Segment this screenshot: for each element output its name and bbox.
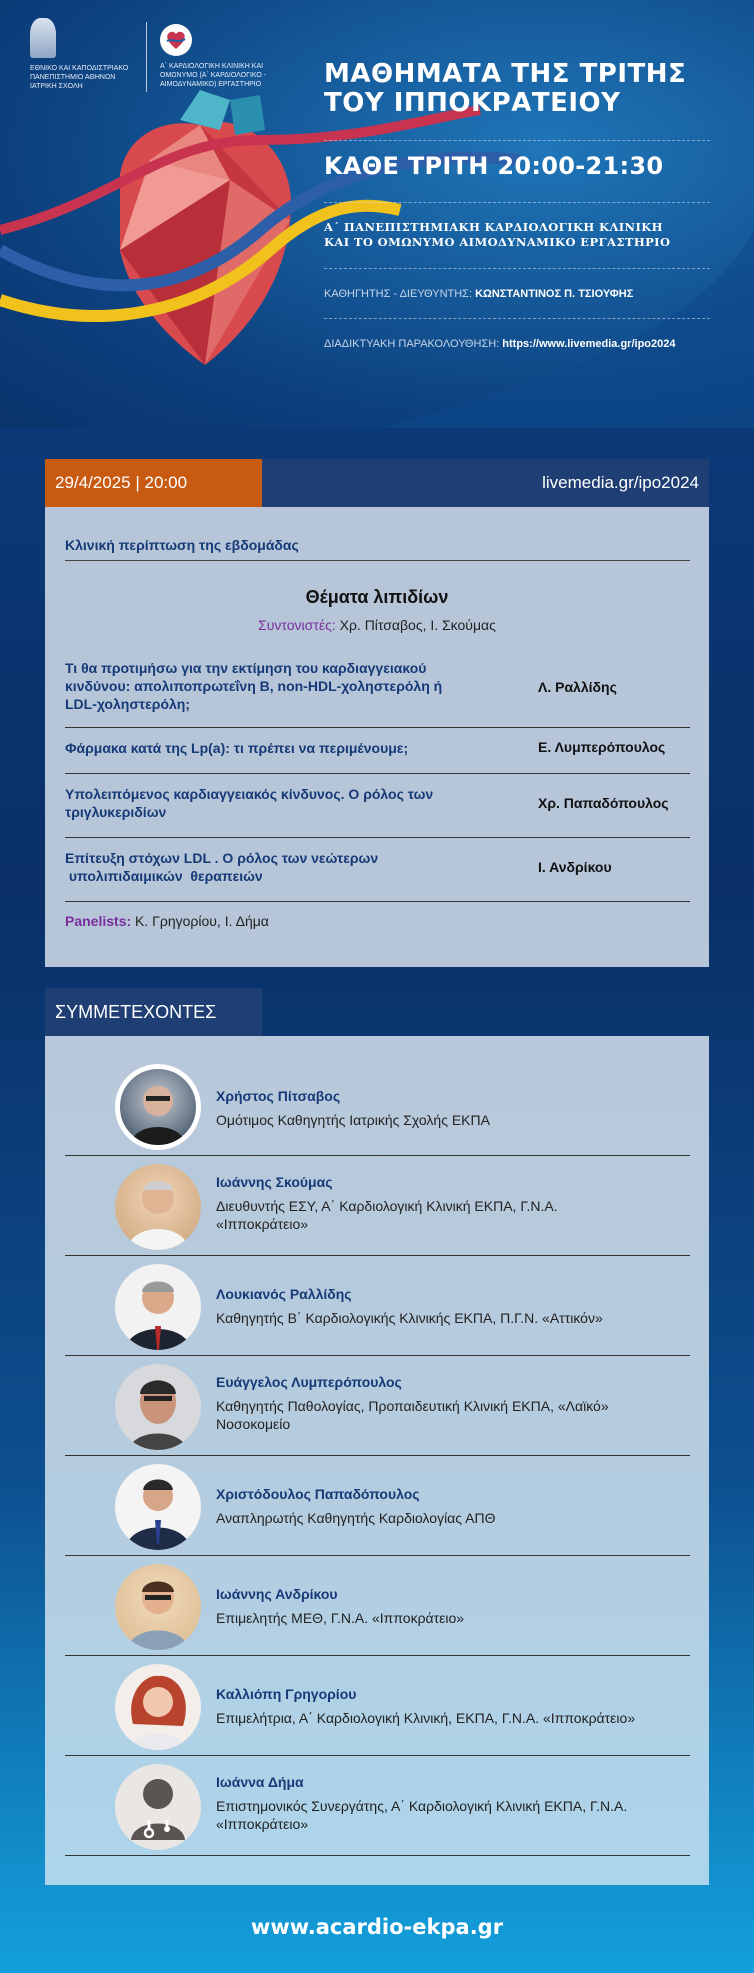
participant-name: Χρήστος Πίτσαβος [216, 1088, 341, 1104]
avatar [115, 1664, 201, 1750]
participant-role-line: Διευθυντής ΕΣΥ, Α΄ Καρδιολογική Κλινική ΕΚΠΑ, Γ.Ν.Α. [216, 1198, 558, 1214]
participant-name: Καλλιόπη Γρηγορίου [216, 1686, 357, 1702]
clinic-heart-icon [160, 24, 192, 56]
participant-row [65, 1056, 710, 1156]
participant-role [216, 1397, 686, 1433]
stream-info [324, 338, 676, 350]
title-line-2: ΤΟΥ ΙΠΠΟΚΡΑΤΕΙΟΥ [324, 88, 621, 118]
participant-role-line: Επιμελητής ΜΕΘ, Γ.Ν.Α. «Ιπποκράτειο» [216, 1610, 465, 1626]
schedule: ΚΑΘΕ ΤΡΙΤΗ 20:00-21:30 [324, 152, 664, 180]
talk-title [65, 785, 505, 821]
participant-row [65, 1556, 710, 1656]
avatar [115, 1064, 201, 1150]
avatar [115, 1564, 201, 1650]
participant-role [216, 1509, 686, 1527]
doctor-avatar-icon [115, 1764, 201, 1850]
participant-role-line: Καθηγητής Β΄ Καρδιολογικής Κλινικής ΕΚΠΑ, Π.Γ.Ν. «Αττικόν» [216, 1310, 603, 1326]
panelists-names: Κ. Γρηγορίου, Ι. Δήμα [135, 913, 269, 929]
talk-title-line: Υπολειπόμενος καρδιαγγειακός κίνδυνος. Ο ρόλος των [65, 786, 434, 802]
divider [324, 318, 710, 319]
stream-link[interactable]: https://www.livemedia.gr/ipo2024 [502, 338, 676, 350]
participant-row [65, 1756, 710, 1856]
case-title: Κλινική περίπτωση της εβδομάδας [65, 537, 299, 553]
talk-title [65, 659, 505, 713]
talk-row [65, 837, 690, 902]
talk-speaker: Χρ. Παπαδόπουλος [538, 795, 669, 811]
director [324, 288, 633, 300]
university-logo-text: ΕΘΝΙΚΟ ΚΑΙ ΚΑΠΟΔΙΣΤΡΙΑΚΟ ΠΑΝΕΠΙΣΤΗΜΙΟ ΑΘΗΝΩΝ ΙΑΤΡΙΚΗ ΣΧΟΛΗ [30, 65, 129, 90]
participant-role [216, 1797, 686, 1833]
stream-label: ΔΙΑΔΙΚΤΥΑΚΗ ΠΑΡΑΚΟΛΟΥΘΗΣΗ: [324, 338, 500, 350]
talk-title-line: Τι θα προτιμήσω για την εκτίμηση του καρδιαγγειακού [65, 660, 427, 676]
talk-row [65, 651, 690, 728]
university-crest-icon [30, 18, 56, 58]
participant-role [216, 1309, 686, 1327]
panelists-label: Panelists: [65, 913, 132, 929]
footer-link[interactable]: www.acardio-ekpa.gr [250, 1915, 504, 1939]
divider [65, 1855, 690, 1856]
participant-name: Ιωάννα Δήμα [216, 1774, 304, 1790]
participant-role-line: «Ιπποκράτειο» [216, 1216, 309, 1232]
avatar [115, 1264, 201, 1350]
panelists [65, 913, 269, 929]
date-time: 29/4/2025 | 20:00 [45, 459, 262, 507]
talk-speaker: Ι. Ανδρίκου [538, 859, 612, 875]
session-topic: Θέματα λιπιδίων [305, 587, 449, 607]
participant-row [65, 1456, 710, 1556]
university-logo [30, 18, 130, 91]
participant-role [216, 1111, 686, 1129]
clinic-line-1: Α΄ ΠΑΝΕΠΙΣΤΗΜΙΑΚΗ ΚΑΡΔΙΟΛΟΓΙΚΗ ΚΛΙΝΙΚΗ [324, 220, 663, 234]
talk-speaker: Λ. Ραλλίδης [538, 679, 617, 695]
clinic-logo-text: Α΄ ΚΑΡΔΙΟΛΟΓΙΚΗ ΚΛΙΝΙΚΗ ΚΑΙ ΟΜΩΝΥΜΟ (Α΄ ΚΑΡΔΙΟΛΟΓΙΚΟ - ΑΙΜΟΔΥΝΑΜΙΚΟ) ΕΡΓΑΣΤΗΡΙΟ [160, 63, 267, 88]
talk-title-line: Φάρμακα κατά της Lp(a): τι πρέπει να περιμένουμε; [65, 740, 409, 756]
talk-title-line: LDL-χοληστερόλη; [65, 696, 191, 712]
participant-row [65, 1256, 710, 1356]
logo-divider [146, 22, 147, 92]
director-label: ΚΑΘΗΓΗΤΗΣ - ΔΙΕΥΘΥΝΤΗΣ: [324, 288, 473, 300]
talk-row [65, 773, 690, 838]
participants-list [45, 1036, 709, 1885]
participant-row [65, 1156, 710, 1256]
participant-role-line: «Ιπποκράτειο» [216, 1816, 309, 1832]
header-banner [0, 0, 754, 428]
participant-role-line: Αναπληρωτής Καθηγητής Καρδιολογίας ΑΠΘ [216, 1510, 496, 1526]
program-bar [45, 459, 709, 507]
talk-title-line: Επίτευξη στόχων LDL . Ο ρόλος των νεώτερων [65, 850, 379, 866]
coordinators-label: Συντονιστές: [258, 617, 336, 633]
avatar [115, 1464, 201, 1550]
participant-role [216, 1609, 686, 1627]
talk-title-line: τριγλυκεριδίων [65, 804, 167, 820]
talk-title-line: υπολιπιδαιμικών θεραπειών [65, 868, 263, 884]
clinic-line-2: ΚΑΙ ΤΟ ΟΜΩΝΥΜΟ ΑΙΜΟΔΥΝΑΜΙΚΟ ΕΡΓΑΣΤΗΡΙΟ [324, 235, 671, 249]
divider [324, 202, 710, 203]
director-name: ΚΩΝΣΤΑΝΤΙΝΟΣ Π. ΤΣΙΟΥΦΗΣ [475, 288, 634, 300]
participant-role [216, 1709, 686, 1727]
divider [65, 560, 690, 561]
talk-title-line: κινδύνου: απολιποπρωτεΐνη Β, non-HDL-χοληστερόλη ή [65, 678, 443, 694]
coordinators [45, 617, 709, 633]
participant-name: Ιωάννης Σκούμας [216, 1174, 333, 1190]
talk-speaker: Ε. Λυμπερόπουλος [538, 739, 666, 755]
title-line-1: ΜΑΘΗΜΑΤΑ ΤΗΣ ΤΡΙΤΗΣ [324, 59, 687, 89]
participant-role-line: Νοσοκομείο [216, 1416, 291, 1432]
avatar [115, 1164, 201, 1250]
live-link[interactable]: livemedia.gr/ipo2024 [542, 473, 699, 492]
participant-row [65, 1356, 710, 1456]
program-card [45, 507, 709, 967]
talk-title [65, 849, 505, 885]
talk-row [65, 727, 690, 774]
participant-role [216, 1197, 686, 1233]
participant-role-line: Επιστημονικός Συνεργάτης, Α΄ Καρδιολογική Κλινική ΕΚΠΑ, Γ.Ν.Α. [216, 1798, 628, 1814]
participant-name: Λουκιανός Ραλλίδης [216, 1286, 352, 1302]
participant-name: Χριστόδουλος Παπαδόπουλος [216, 1486, 420, 1502]
participant-role-line: Καθηγητής Παθολογίας, Προπαιδευτική Κλινική ΕΚΠΑ, «Λαϊκό» [216, 1398, 609, 1414]
participant-name: Ευάγγελος Λυμπερόπουλος [216, 1374, 402, 1390]
talk-title [65, 739, 505, 757]
divider [324, 268, 710, 269]
participant-role-line: Επιμελήτρια, Α΄ Καρδιολογική Κλινική, ΕΚΠΑ, Γ.Ν.Α. «Ιπποκράτειο» [216, 1710, 636, 1726]
participant-role-line: Ομότιμος Καθηγητής Ιατρικής Σχολής ΕΚΠΑ [216, 1112, 490, 1128]
clinic-name [324, 220, 724, 250]
divider [324, 140, 710, 141]
avatar [115, 1364, 201, 1450]
page-title [324, 60, 734, 118]
participant-row [65, 1656, 710, 1756]
clinic-logo [160, 24, 290, 89]
participant-name: Ιωάννης Ανδρίκου [216, 1586, 338, 1602]
coordinators-names: Χρ. Πίτσαβος, Ι. Σκούμας [339, 617, 496, 633]
participants-title: ΣΥΜΜΕΤΕΧΟΝΤΕΣ [45, 988, 262, 1036]
